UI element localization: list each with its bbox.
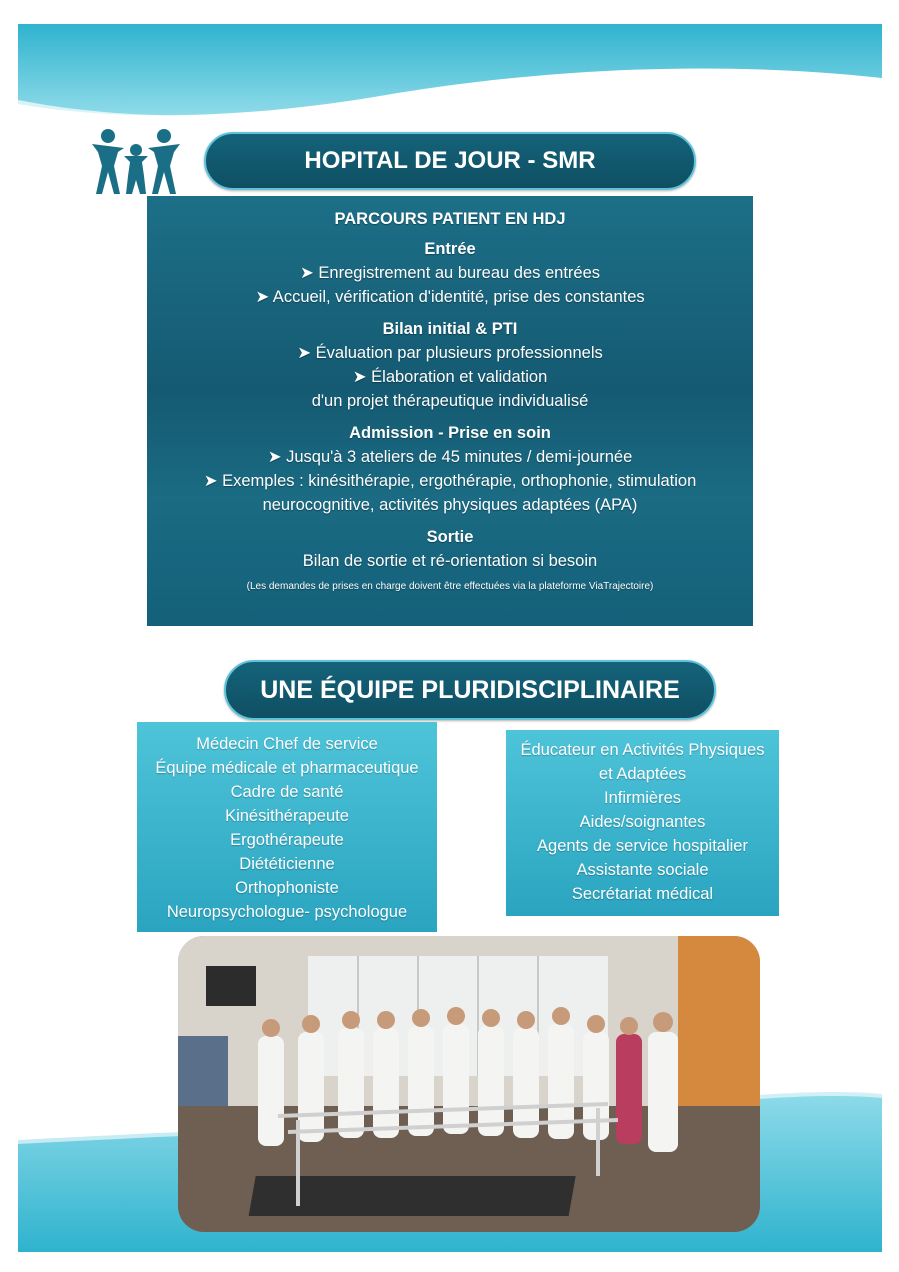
- section-line: ➤ Évaluation par plusieurs professionnels: [297, 344, 603, 362]
- section-line: ➤ Enregistrement au bureau des entrées: [300, 264, 600, 282]
- family-logo-icon: [88, 126, 184, 196]
- section-title: Admission - Prise en soin: [349, 424, 551, 442]
- team-member: Diététicienne: [239, 855, 335, 873]
- section-bilan-initial: [147, 317, 753, 413]
- parcours-note: (Les demandes de prises en charge doivent être effectuées via la plateforme ViaTrajectoire): [246, 581, 654, 592]
- parcours-patient-box: [147, 196, 753, 626]
- team-member: Neuropsychologue- psychologue: [166, 903, 408, 921]
- team-list-left: [137, 722, 437, 932]
- team-member: Orthophoniste: [235, 879, 339, 897]
- section-title: Entrée: [424, 240, 476, 258]
- parcours-title: PARCOURS PATIENT EN HDJ: [334, 210, 566, 228]
- section-entree: [147, 237, 753, 309]
- team-title: UNE ÉQUIPE PLURIDISCIPLINAIRE: [224, 660, 716, 720]
- team-member: Aides/soignantes: [579, 813, 706, 831]
- section-line: ➤ Exemples : kinésithérapie, ergothérapie, orthophonie, stimulation: [203, 472, 697, 490]
- section-line: Bilan de sortie et ré-orientation si besoin: [302, 552, 598, 570]
- section-line: neurocognitive, activités physiques adaptées (APA): [262, 496, 638, 514]
- section-line: d'un projet thérapeutique individualisé: [311, 392, 589, 410]
- section-line: ➤ Jusqu'à 3 ateliers de 45 minutes / demi-journée: [267, 448, 633, 466]
- team-list-right: [506, 730, 779, 916]
- team-member: Kinésithérapeute: [225, 807, 349, 825]
- team-member: Éducateur en Activités Physiques: [520, 741, 765, 759]
- team-member: Assistante sociale: [576, 861, 709, 879]
- team-member: Ergothérapeute: [230, 831, 344, 849]
- page-title: HOPITAL DE JOUR - SMR: [204, 132, 696, 190]
- team-photo: [178, 936, 760, 1232]
- section-line: ➤ Accueil, vérification d'identité, prise des constantes: [255, 288, 645, 306]
- section-line: ➤ Élaboration et validation: [352, 368, 548, 386]
- section-admission: [147, 421, 753, 517]
- team-member: Médecin Chef de service: [196, 735, 378, 753]
- team-member: Infirmières: [603, 789, 681, 807]
- team-member: Équipe médicale et pharmaceutique: [155, 759, 419, 777]
- team-member: et Adaptées: [598, 765, 687, 783]
- section-title: Sortie: [426, 528, 474, 546]
- team-member: Cadre de santé: [230, 783, 344, 801]
- team-member: Secrétariat médical: [571, 885, 714, 903]
- section-title: Bilan initial & PTI: [382, 320, 518, 338]
- top-wave-decoration: [0, 0, 899, 140]
- team-member: Agents de service hospitalier: [537, 837, 748, 855]
- section-sortie: [147, 525, 753, 573]
